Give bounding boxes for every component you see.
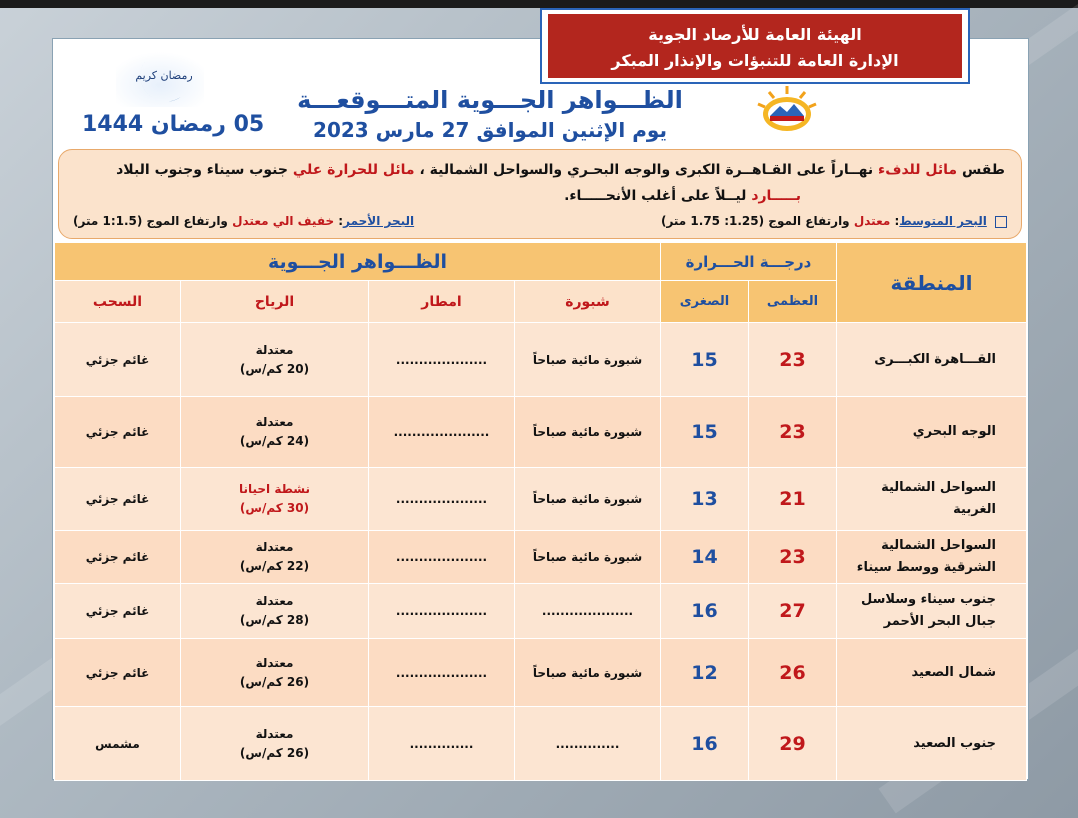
wave-label: وارتفاع الموج — [146, 214, 228, 228]
red-sea-info: البحر الأحمر: خفيف الي معتدل وارتفاع الموج (1:1.5 متر) — [73, 214, 415, 228]
max-temp-cell: 27 — [749, 584, 837, 639]
wind-header: الرياح — [181, 281, 369, 323]
wind-speed: (28 كم/س) — [239, 613, 310, 627]
wind-strength: معتدلة — [255, 655, 294, 670]
hijri-date: 05 رمضان 1444 — [82, 112, 265, 137]
summary-highlight: بـــــارد — [751, 188, 801, 204]
max-temp-cell: 23 — [749, 531, 837, 584]
min-temp-cell: 15 — [661, 397, 749, 468]
sea-state-line: البحر المتوسط: معتدل وارتفاع الموج (1.25: 1.75 متر) البحر الأحمر: خفيف الي معتدل وارتفاع الموج (1:1.5 متر) — [73, 214, 1007, 228]
forecast-table — [54, 242, 1027, 781]
wind-strength: معتدلة — [255, 540, 294, 554]
max-temp-cell: 29 — [749, 707, 837, 781]
top-bar — [0, 0, 1078, 8]
wind-speed: (24 كم/س) — [239, 434, 310, 448]
region-cell: الوجه البحري — [837, 397, 1027, 468]
wind-strength: معتدلة — [255, 415, 294, 429]
clouds-cell: غائم جزئي — [55, 323, 181, 397]
red-sea-wave: (1:1.5 متر) — [73, 214, 143, 228]
min-temp-cell: 15 — [661, 323, 749, 397]
wind-speed: (30 كم/س) — [239, 501, 310, 515]
fog-cell: شبورة مائية صباحاً — [515, 639, 661, 707]
wind-cell — [181, 639, 369, 707]
agency-department: الإدارة العامة للتنبؤات والإنذار المبكر — [611, 51, 899, 70]
clouds-cell: غائم جزئي — [55, 468, 181, 531]
ramadan-logo-text: رمضان كريم — [135, 69, 193, 82]
clouds-header: السحب — [55, 281, 181, 323]
min-temp-cell: 12 — [661, 639, 749, 707]
clouds-cell: غائم جزئي — [55, 397, 181, 468]
min-temp-cell: 16 — [661, 707, 749, 781]
clouds-cell: غائم جزئي — [55, 584, 181, 639]
min-temp-header: الصغرى — [661, 281, 749, 323]
summary-highlight: مائل للدفء — [878, 162, 958, 178]
rain-cell: .................... — [369, 639, 515, 707]
red-sea-state: خفيف الي معتدل — [232, 214, 335, 228]
checkbox-icon — [995, 216, 1007, 228]
max-temp-header: العظمى — [749, 281, 837, 323]
summary-text: طقس — [961, 162, 1005, 178]
region-cell: القـــاهرة الكبـــرى — [837, 323, 1027, 397]
summary-highlight: مائل للحرارة علي — [292, 162, 415, 178]
mediterranean-wave: (1.25: 1.75 متر) — [660, 214, 765, 228]
phenomena-header: الظـــواهر الجـــوية — [55, 243, 661, 281]
table-row — [55, 639, 1027, 707]
red-sea-label: البحر الأحمر — [343, 214, 415, 228]
table-row — [55, 323, 1027, 397]
table-row — [55, 707, 1027, 781]
wind-cell — [181, 531, 369, 584]
wind-strength: نشطة احيانا — [238, 482, 311, 496]
summary-text: نهــاراً على القـاهــرة الكبرى والوجه البحـري والسواحل الشمالية ، — [419, 162, 874, 178]
region-cell: جنوب سيناء وسلاسل جبال البحر الأحمر — [837, 584, 1027, 639]
region-cell: جنوب الصعيد — [837, 707, 1027, 781]
table-row — [55, 584, 1027, 639]
clouds-cell: غائم جزئي — [55, 531, 181, 584]
temperature-header: درجـــة الحـــرارة — [661, 243, 837, 281]
rain-cell: ..................... — [369, 397, 515, 468]
region-cell: شمال الصعيد — [837, 639, 1027, 707]
mediterranean-state: معتدل — [853, 214, 891, 228]
min-temp-cell: 14 — [661, 531, 749, 584]
fog-cell: .................... — [515, 584, 661, 639]
fog-cell: شبورة مائية صباحاً — [515, 397, 661, 468]
forecast-date: يوم الإثنين الموافق 27 مارس 2023 — [313, 118, 667, 142]
rain-cell: .................... — [369, 468, 515, 531]
fog-cell: شبورة مائية صباحاً — [515, 468, 661, 531]
rain-cell: .................... — [369, 531, 515, 584]
wind-cell — [181, 397, 369, 468]
wind-strength: معتدلة — [255, 726, 294, 741]
fog-header: شبورة — [515, 281, 661, 323]
wind-cell — [181, 468, 369, 531]
wind-speed: (22 كم/س) — [239, 559, 310, 573]
max-temp-cell: 26 — [749, 639, 837, 707]
fog-cell: .............. — [515, 707, 661, 781]
min-temp-cell: 16 — [661, 584, 749, 639]
wind-cell — [181, 584, 369, 639]
rain-cell: .............. — [369, 707, 515, 781]
wind-strength: معتدلة — [255, 342, 294, 357]
rain-cell: .................... — [369, 323, 515, 397]
page-title: الظـــواهر الجـــوية المتـــوقعـــة — [297, 86, 683, 114]
max-temp-cell: 23 — [749, 397, 837, 468]
max-temp-cell: 21 — [749, 468, 837, 531]
wind-cell — [181, 707, 369, 781]
region-header: المنطقة — [837, 243, 1027, 323]
weather-summary — [58, 149, 1022, 239]
clouds-cell: مشمس — [55, 707, 181, 781]
region-cell: السواحل الشمالية الشرقية ووسط سيناء — [837, 531, 1027, 584]
mediterranean-label: البحر المتوسط — [899, 214, 987, 228]
rain-cell: .................... — [369, 584, 515, 639]
agency-name: الهيئة العامة للأرصاد الجوية — [648, 25, 862, 44]
table-row — [55, 531, 1027, 584]
meteorology-emblem-icon — [752, 84, 822, 134]
max-temp-cell: 23 — [749, 323, 837, 397]
table-row — [55, 397, 1027, 468]
wind-speed: (26 كم/س) — [239, 745, 310, 760]
wind-strength: معتدلة — [255, 594, 294, 608]
ramadan-kareem-logo — [116, 52, 204, 107]
min-temp-cell: 13 — [661, 468, 749, 531]
summary-text: ليــلاً على أغلب الأنحـــــاء. — [564, 188, 747, 204]
wind-speed: (20 كم/س) — [239, 361, 310, 376]
wind-speed: (26 كم/س) — [239, 674, 310, 689]
fog-cell: شبورة مائية صباحاً — [515, 323, 661, 397]
region-cell: السواحل الشمالية الغربية — [837, 468, 1027, 531]
agency-banner — [540, 8, 970, 84]
clouds-cell: غائم جزئي — [55, 639, 181, 707]
wind-cell — [181, 323, 369, 397]
wave-label: وارتفاع الموج — [768, 214, 850, 228]
table-row — [55, 468, 1027, 531]
fog-cell: شبورة مائية صباحاً — [515, 531, 661, 584]
rain-header: امطار — [369, 281, 515, 323]
summary-text: جنوب سيناء وجنوب البلاد — [116, 162, 288, 178]
